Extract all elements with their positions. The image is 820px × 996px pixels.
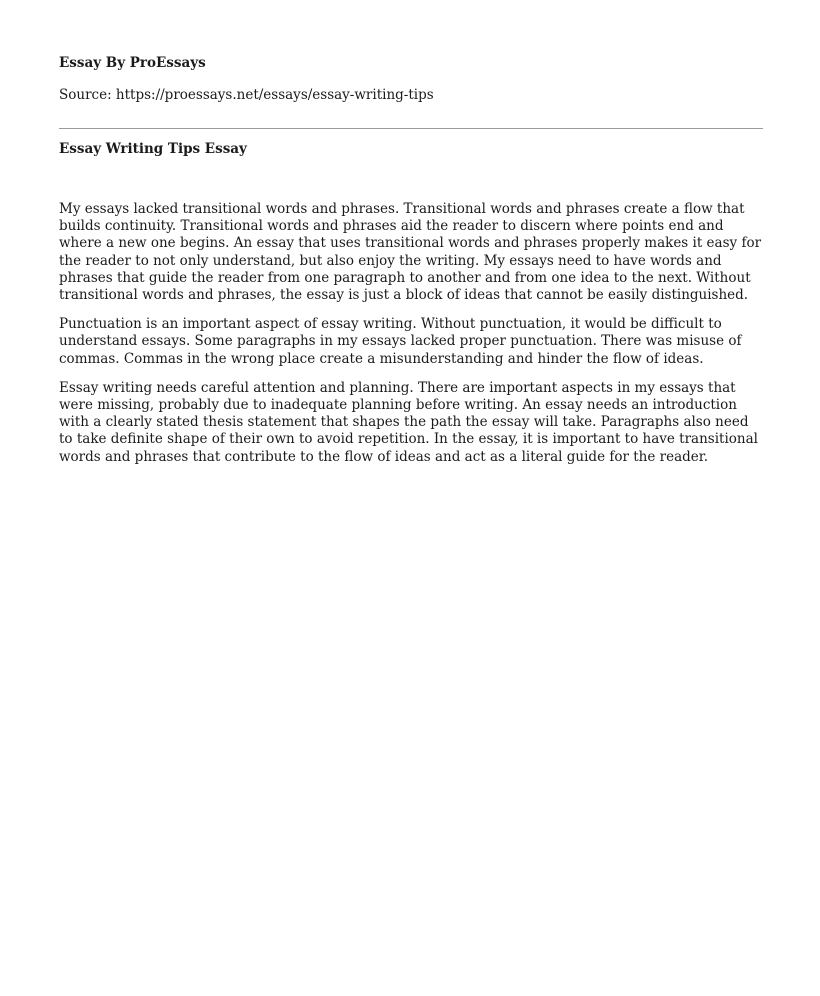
essay-paragraph-3: Essay writing needs careful attention and planning. There are important aspects in my essays that were missing, probably due to inadequate planning before writing. An essay needs an introduction with a clearly stated thesis statement that shapes the path the essay will take. Paragraphs also need to take definite shape of their own to avoid repetition. In the essay, it is important to have transitional words and phrases that contribute to the flow of ideas and act as a literal guide for the reader. (59, 379, 758, 465)
essay-body (59, 201, 763, 478)
publisher-title: Essay By ProEssays (59, 55, 206, 71)
essay-paragraph-1: My essays lacked transitional words and phrases. Transitional words and phrases create a flow that builds continuity. Transitional words and phrases aid the reader to discern where points end and where a new one begins. An essay that uses transitional words and phrases properly makes it easy for the reader to not only understand, but also enjoy the writing. My essays need to have words and phrases that guide the reader from one paragraph to another and from one idea to the next. Without transitional words and phrases, the essay is just a block of ideas that cannot be easily distinguished. (59, 201, 762, 304)
source-line: Source: https://proessays.net/essays/essay-writing-tips (59, 87, 434, 103)
essay-paragraph-2: Punctuation is an important aspect of essay writing. Without punctuation, it would be difficult to understand essays. Some paragraphs in my essays lacked proper punctuation. There was misuse of commas. Commas in the wrong place create a misunderstanding and hinder the flow of ideas. (59, 316, 742, 367)
essay-title: Essay Writing Tips Essay (59, 141, 247, 157)
header-divider (59, 128, 763, 129)
